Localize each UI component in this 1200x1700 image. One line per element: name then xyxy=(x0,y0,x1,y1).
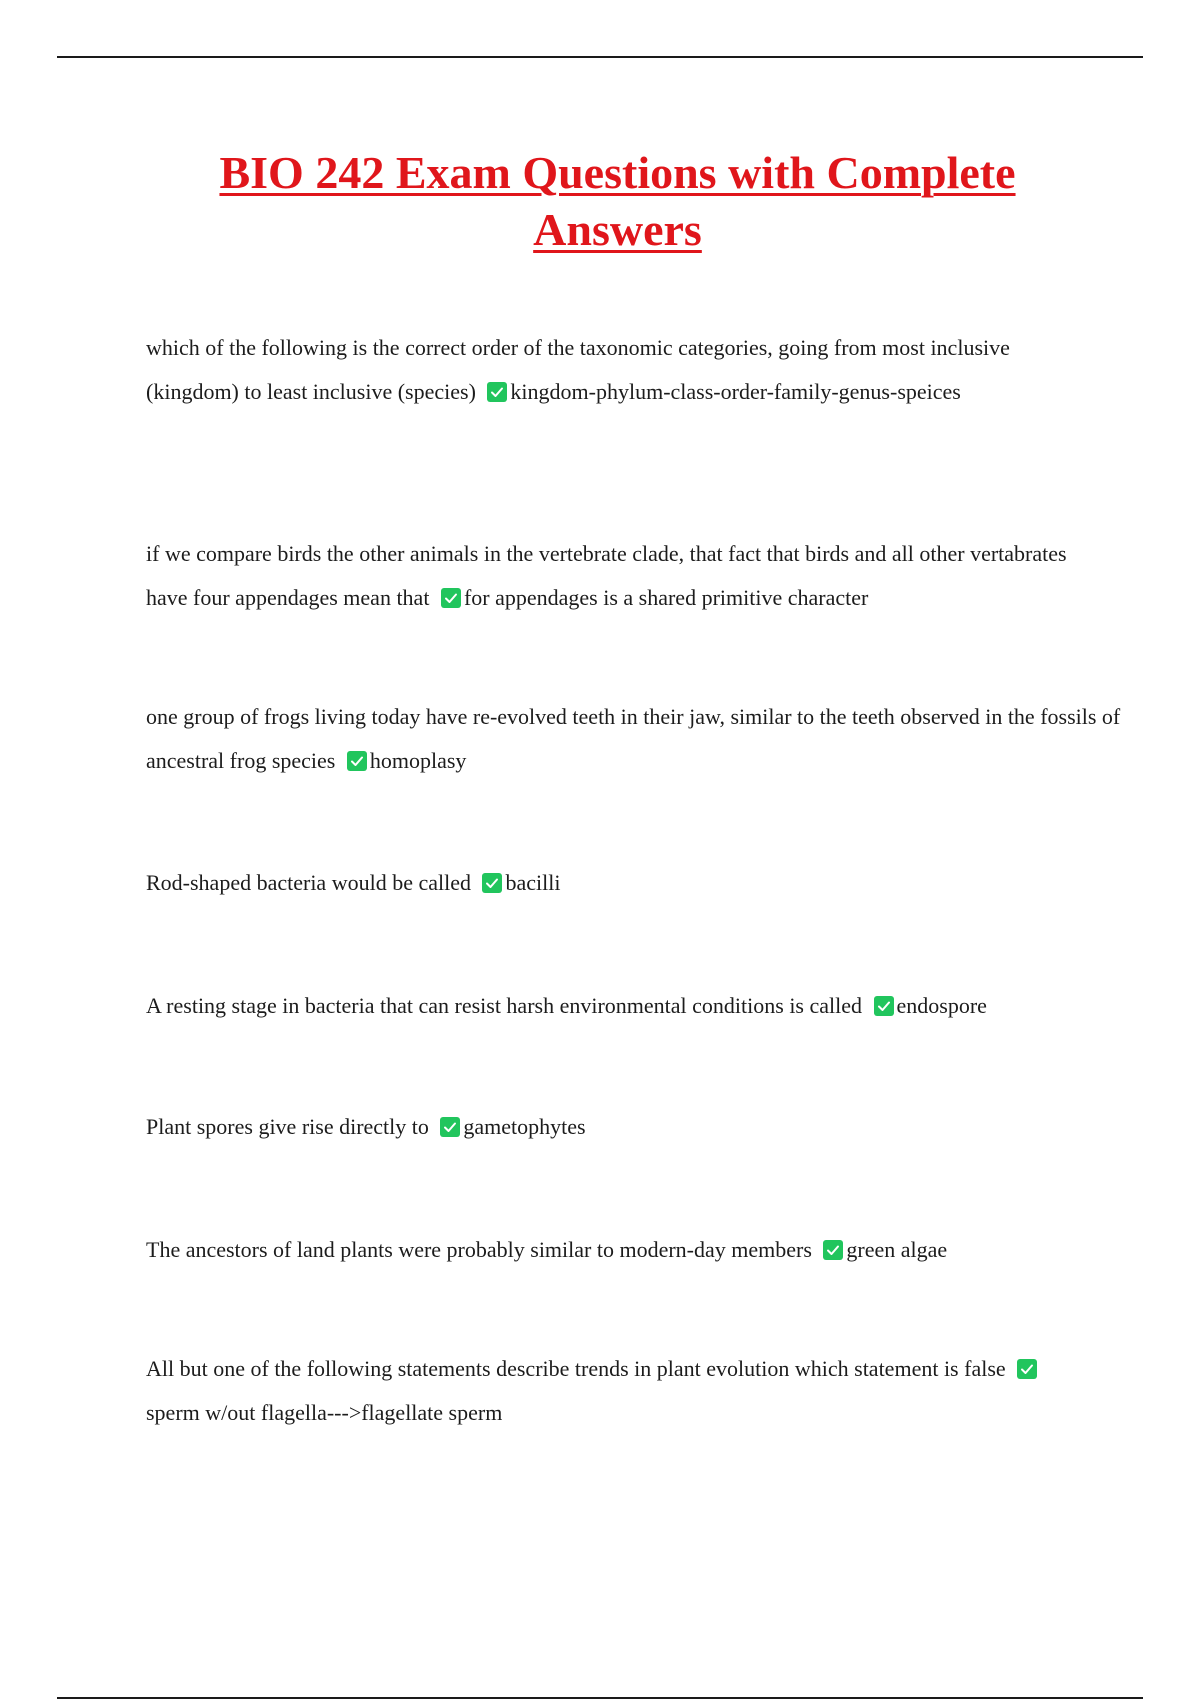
title-line-1: BIO 242 Exam Questions with Complete xyxy=(219,147,1016,198)
question-text: Plant spores give rise directly to xyxy=(146,1114,429,1139)
answer-text: green algae xyxy=(846,1237,948,1262)
qa-item-3 xyxy=(146,695,1121,783)
title-line-2: Answers xyxy=(533,204,702,255)
question-text: if we compare birds the other animals in the vertebrate clade, that fact that birds and all other vertabrates have four appendages mean that xyxy=(146,541,1067,610)
document-title xyxy=(0,144,1200,258)
checkmark-icon xyxy=(441,588,461,608)
qa-item-7 xyxy=(146,1228,1096,1272)
answer-text: gametophytes xyxy=(463,1114,586,1139)
checkmark-icon xyxy=(823,1240,843,1260)
checkmark-icon xyxy=(347,751,367,771)
checkmark-icon xyxy=(482,873,502,893)
bottom-divider xyxy=(57,1697,1143,1699)
qa-item-8 xyxy=(146,1347,1046,1435)
checkmark-icon xyxy=(874,996,894,1016)
answer-text: endospore xyxy=(896,993,987,1018)
answer-text: sperm w/out flagella--->flagellate sperm xyxy=(146,1400,503,1425)
top-divider xyxy=(57,56,1143,58)
qa-item-4 xyxy=(146,861,1096,905)
question-text: which of the following is the correct order of the taxonomic categories, going from most inclusive (kingdom) to least inclusive (species) xyxy=(146,335,1010,404)
answer-text: for appendages is a shared primitive character xyxy=(463,585,869,610)
question-text: All but one of the following statements describe trends in plant evolution which statement is false xyxy=(146,1356,1006,1381)
checkmark-icon xyxy=(487,382,507,402)
checkmark-icon xyxy=(440,1117,460,1137)
qa-item-2 xyxy=(146,532,1106,620)
answer-text: kingdom-phylum-class-order-family-genus-speices xyxy=(510,379,961,404)
answer-text: homoplasy xyxy=(369,748,467,773)
question-text: A resting stage in bacteria that can resist harsh environmental conditions is called xyxy=(146,993,863,1018)
question-text: Rod-shaped bacteria would be called xyxy=(146,870,471,895)
question-text: one group of frogs living today have re-evolved teeth in their jaw, similar to the teeth observed in the fossils of ancestral frog species xyxy=(146,704,1121,773)
question-text: The ancestors of land plants were probably similar to modern-day members xyxy=(146,1237,812,1262)
qa-item-5 xyxy=(146,984,1096,1028)
checkmark-icon xyxy=(1017,1359,1037,1379)
answer-text: bacilli xyxy=(505,870,561,895)
qa-item-1 xyxy=(146,326,1086,414)
qa-item-6 xyxy=(146,1105,1096,1149)
